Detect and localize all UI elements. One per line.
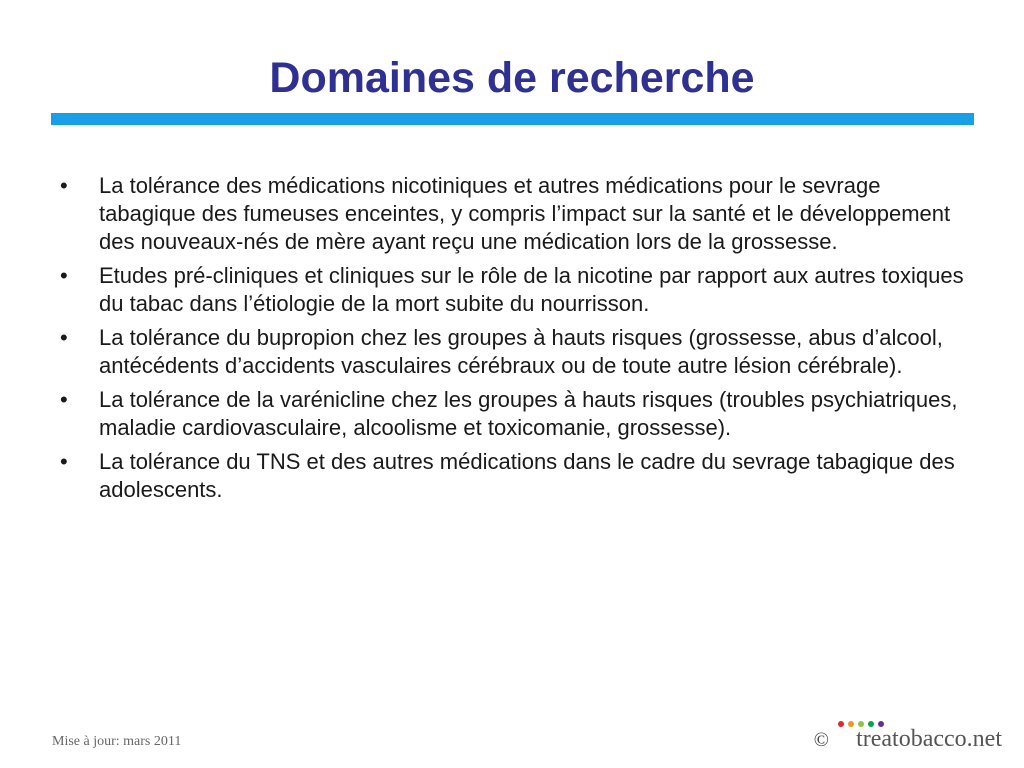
bullet-text: La tolérance des médications nicotiniques et autres médications pour le sevrage tabagique des fumeuses enceintes, y compris l’impact sur la santé et le développement des nouveaux-nés de mère ayant reçu une médication lors de la grossesse. [99,173,951,254]
bullet-item [60,386,965,442]
bullet-icon: • [60,263,68,288]
copyright-icon: © [813,729,829,751]
logo-dot [848,721,854,727]
bullet-item [60,448,965,504]
bullet-icon: • [60,387,68,412]
bullet-text: La tolérance du TNS et des autres médications dans le cadre du sevrage tabagique des adolescents. [99,449,955,502]
bullet-item [60,172,965,256]
logo-dot [838,721,844,727]
brand-logo [772,722,1002,758]
bullet-text: La tolérance du bupropion chez les groupes à hauts risques (grossesse, abus d’alcool, antécédents d’accidents vasculaires cérébraux ou de toute autre lésion cérébrale). [99,325,943,378]
update-date: Mise à jour: mars 2011 [52,734,182,749]
bullet-icon: • [60,173,68,198]
bullet-item [60,262,965,318]
bullet-icon: • [60,449,68,474]
slide-title: Domaines de recherche [269,54,755,102]
bullet-text: Etudes pré-cliniques et cliniques sur le rôle de la nicotine par rapport aux autres toxiques du tabac dans l’étiologie de la mort subite du nourrisson. [99,263,964,316]
bullet-item [60,324,965,380]
bullet-icon: • [60,325,68,350]
bullet-list [60,172,965,510]
brand-name: treatobacco.net [856,726,1002,752]
bullet-text: La tolérance de la varénicline chez les groupes à hauts risques (troubles psychiatriques, maladie cardiovasculaire, alcoolisme et toxicomanie, grossesse). [99,387,958,440]
title-underline-bar [51,113,974,125]
